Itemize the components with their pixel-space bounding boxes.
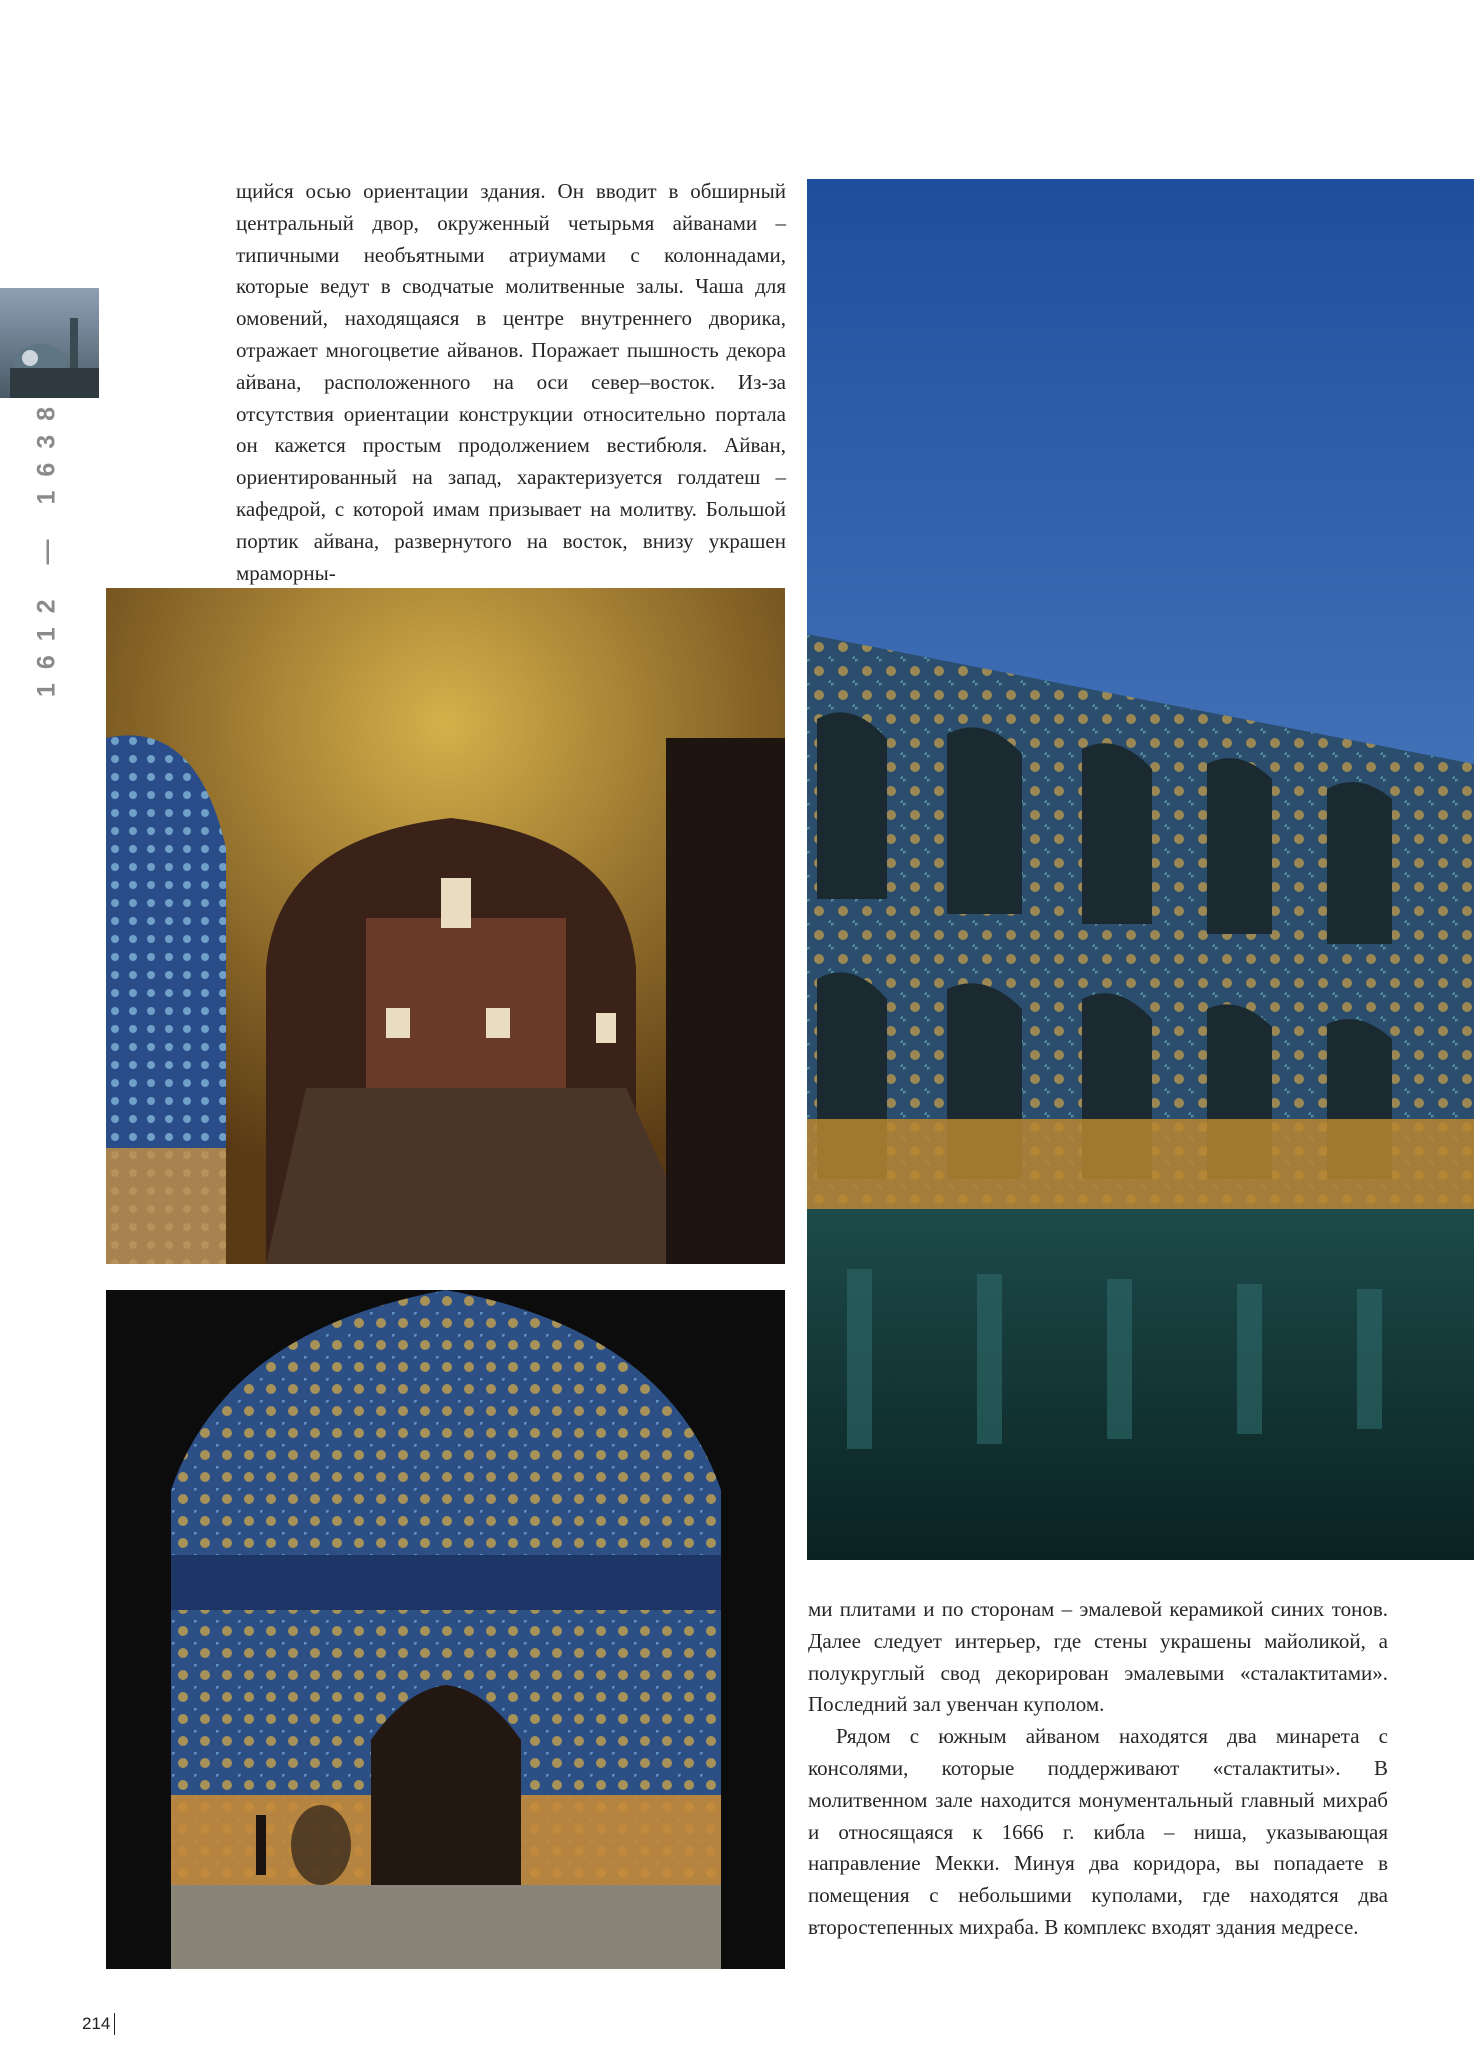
bottom-text-block <box>808 1594 1388 1944</box>
paragraph: Рядом с южным айваном находятся два минарета с консолями, которые поддерживают «сталактиты». В молитвенном зале находится монументальный главный михраб и относящаяся к 1666 г. кибла – ниша, указывающая направление Мекки. Минуя два коридора, вы попадаете в помещения с небольшими куполами, где находятся два второстепенных михраба. В комплекс входят здания медресе. <box>808 1724 1388 1939</box>
paragraph: щийся осью ориентации здания. Он вводит в обширный центральный двор, окруженный четырьмя айванами – типичными необъятными атриумами с колоннадами, которые ведут в сводчатые молитвенные залы. Чаша для омовений, находящаяся в центре внутреннего дворика, отражает многоцветие айванов. Поражает пышность декора айвана, расположенного на оси север–восток. Из-за отсутствия ориентации конструкции относительно портала он кажется простым продолжением вестибюля. Айван, ориентированный на запад, характеризуется голдатеш – кафедрой, с которой имам призывает на молитву. Большой портик айвана, развернутого на восток, внизу украшен мраморны- <box>236 179 786 585</box>
courtyard-photo <box>807 179 1474 1560</box>
page-number: 214 <box>82 2013 115 2035</box>
prayer-hall-photo <box>106 588 785 1264</box>
year-range-label <box>22 392 72 698</box>
top-text-block <box>236 176 786 589</box>
year-range-text: 1612 — 1638 <box>32 392 61 698</box>
paragraph: ми плитами и по сторонам – эмалевой керамикой синих тонов. Далее следует интерьер, где стены украшены майоликой, а полукруглый свод декорирован эмалевыми «сталактитами». Последний зал увенчан куполом. <box>808 1597 1388 1717</box>
mosque-thumbnail-icon <box>0 288 99 398</box>
iwan-photo <box>106 1290 785 1969</box>
